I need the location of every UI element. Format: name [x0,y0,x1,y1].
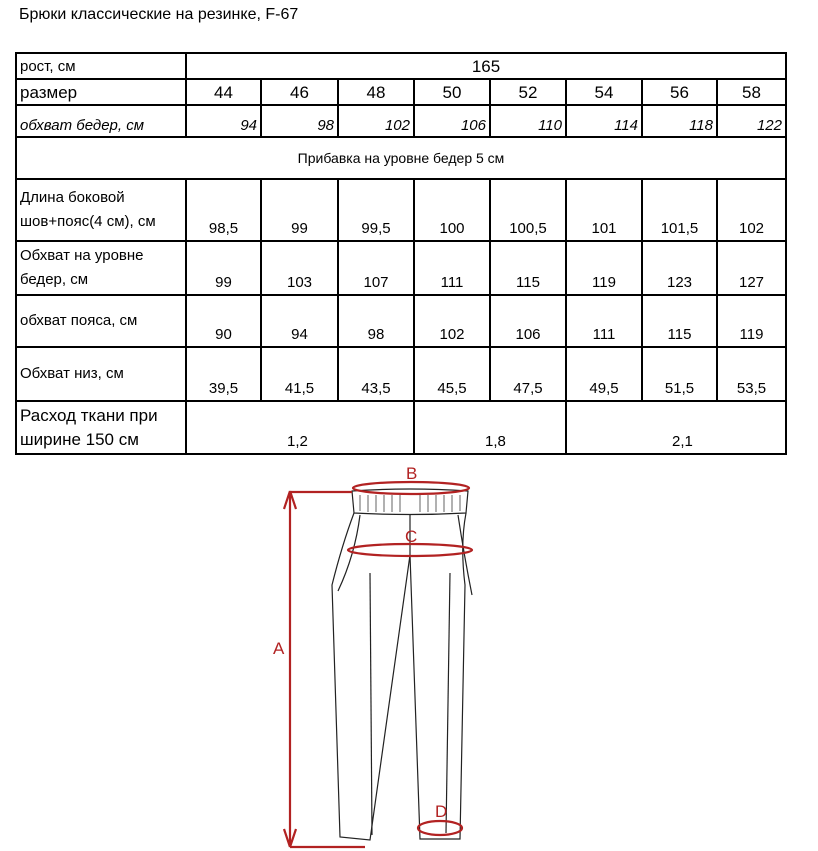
measurement-cell: 102 [414,295,490,347]
measurement-cell: 90 [186,295,261,347]
measurement-cell: 102 [717,179,786,241]
size-label: размер [16,79,186,105]
measurement-cell: 41,5 [261,347,338,401]
waist-measure-b [353,482,469,494]
label-c: C [405,527,418,546]
hip-cell: 122 [717,105,786,137]
measurement-cell: 123 [642,241,717,295]
measurement-label: Длина боковой шов+пояс(4 см), см [16,179,186,241]
measurement-cell: 45,5 [414,347,490,401]
size-cell: 44 [186,79,261,105]
size-cell: 50 [414,79,490,105]
size-cell: 58 [717,79,786,105]
measurement-cell: 101 [566,179,642,241]
hip-cell: 94 [186,105,261,137]
size-cell: 54 [566,79,642,105]
measurement-cell: 106 [490,295,566,347]
measurement-cell: 119 [566,241,642,295]
measurement-cell: 47,5 [490,347,566,401]
measurement-cell: 39,5 [186,347,261,401]
hem-measure-d [418,821,462,835]
fabric-value: 1,8 [414,401,566,454]
measurement-cell: 100,5 [490,179,566,241]
measurement-cell: 99 [186,241,261,295]
length-arrow-a [284,491,365,847]
measurement-row [16,295,786,347]
height-row [16,53,786,79]
allowance-note: Прибавка на уровне бедер 5 см [16,137,786,179]
page-title: Брюки классические на резинке, F-67 [19,6,299,23]
measurement-cell: 99,5 [338,179,414,241]
measurement-cell: 53,5 [717,347,786,401]
hip-row [16,105,786,137]
hip-cell: 110 [490,105,566,137]
measurement-cell: 115 [490,241,566,295]
label-b: B [406,464,418,483]
hip-cell: 114 [566,105,642,137]
fabric-row [16,401,786,454]
measurement-row [16,241,786,295]
measurement-cell: 103 [261,241,338,295]
size-cell: 52 [490,79,566,105]
fabric-label: Расход ткани при ширине 150 см [16,401,186,454]
measurement-row [16,179,786,241]
measurement-cell: 98 [338,295,414,347]
pants-outline [332,489,472,840]
measurement-cell: 119 [717,295,786,347]
measurement-cell: 111 [414,241,490,295]
size-row [16,79,786,105]
measurement-cell: 107 [338,241,414,295]
label-a: A [273,639,285,658]
hip-cell: 98 [261,105,338,137]
hip-cell: 102 [338,105,414,137]
pants-diagram [260,455,500,851]
measurement-cell: 101,5 [642,179,717,241]
measurement-cell: 43,5 [338,347,414,401]
measurement-cell: 51,5 [642,347,717,401]
hip-cell: 106 [414,105,490,137]
label-d: D [435,802,448,821]
measurement-label: Обхват низ, см [16,347,186,401]
height-value: 165 [186,53,786,79]
fabric-value: 2,1 [566,401,786,454]
size-cell: 48 [338,79,414,105]
measurement-row [16,347,786,401]
measurement-cell: 111 [566,295,642,347]
size-cell: 56 [642,79,717,105]
measurement-cell: 127 [717,241,786,295]
height-label: рост, см [16,53,186,79]
allowance-row [16,137,786,179]
measurement-cell: 100 [414,179,490,241]
measurement-cell: 98,5 [186,179,261,241]
measurement-label: Обхват на уровне бедер, см [16,241,186,295]
size-table [15,52,787,455]
size-cell: 46 [261,79,338,105]
measurement-label: обхват пояса, см [16,295,186,347]
measurement-cell: 94 [261,295,338,347]
hip-cell: 118 [642,105,717,137]
fabric-value: 1,2 [186,401,414,454]
hip-label: обхват бедер, см [16,105,186,137]
measurement-cell: 49,5 [566,347,642,401]
measurement-cell: 99 [261,179,338,241]
measurement-cell: 115 [642,295,717,347]
